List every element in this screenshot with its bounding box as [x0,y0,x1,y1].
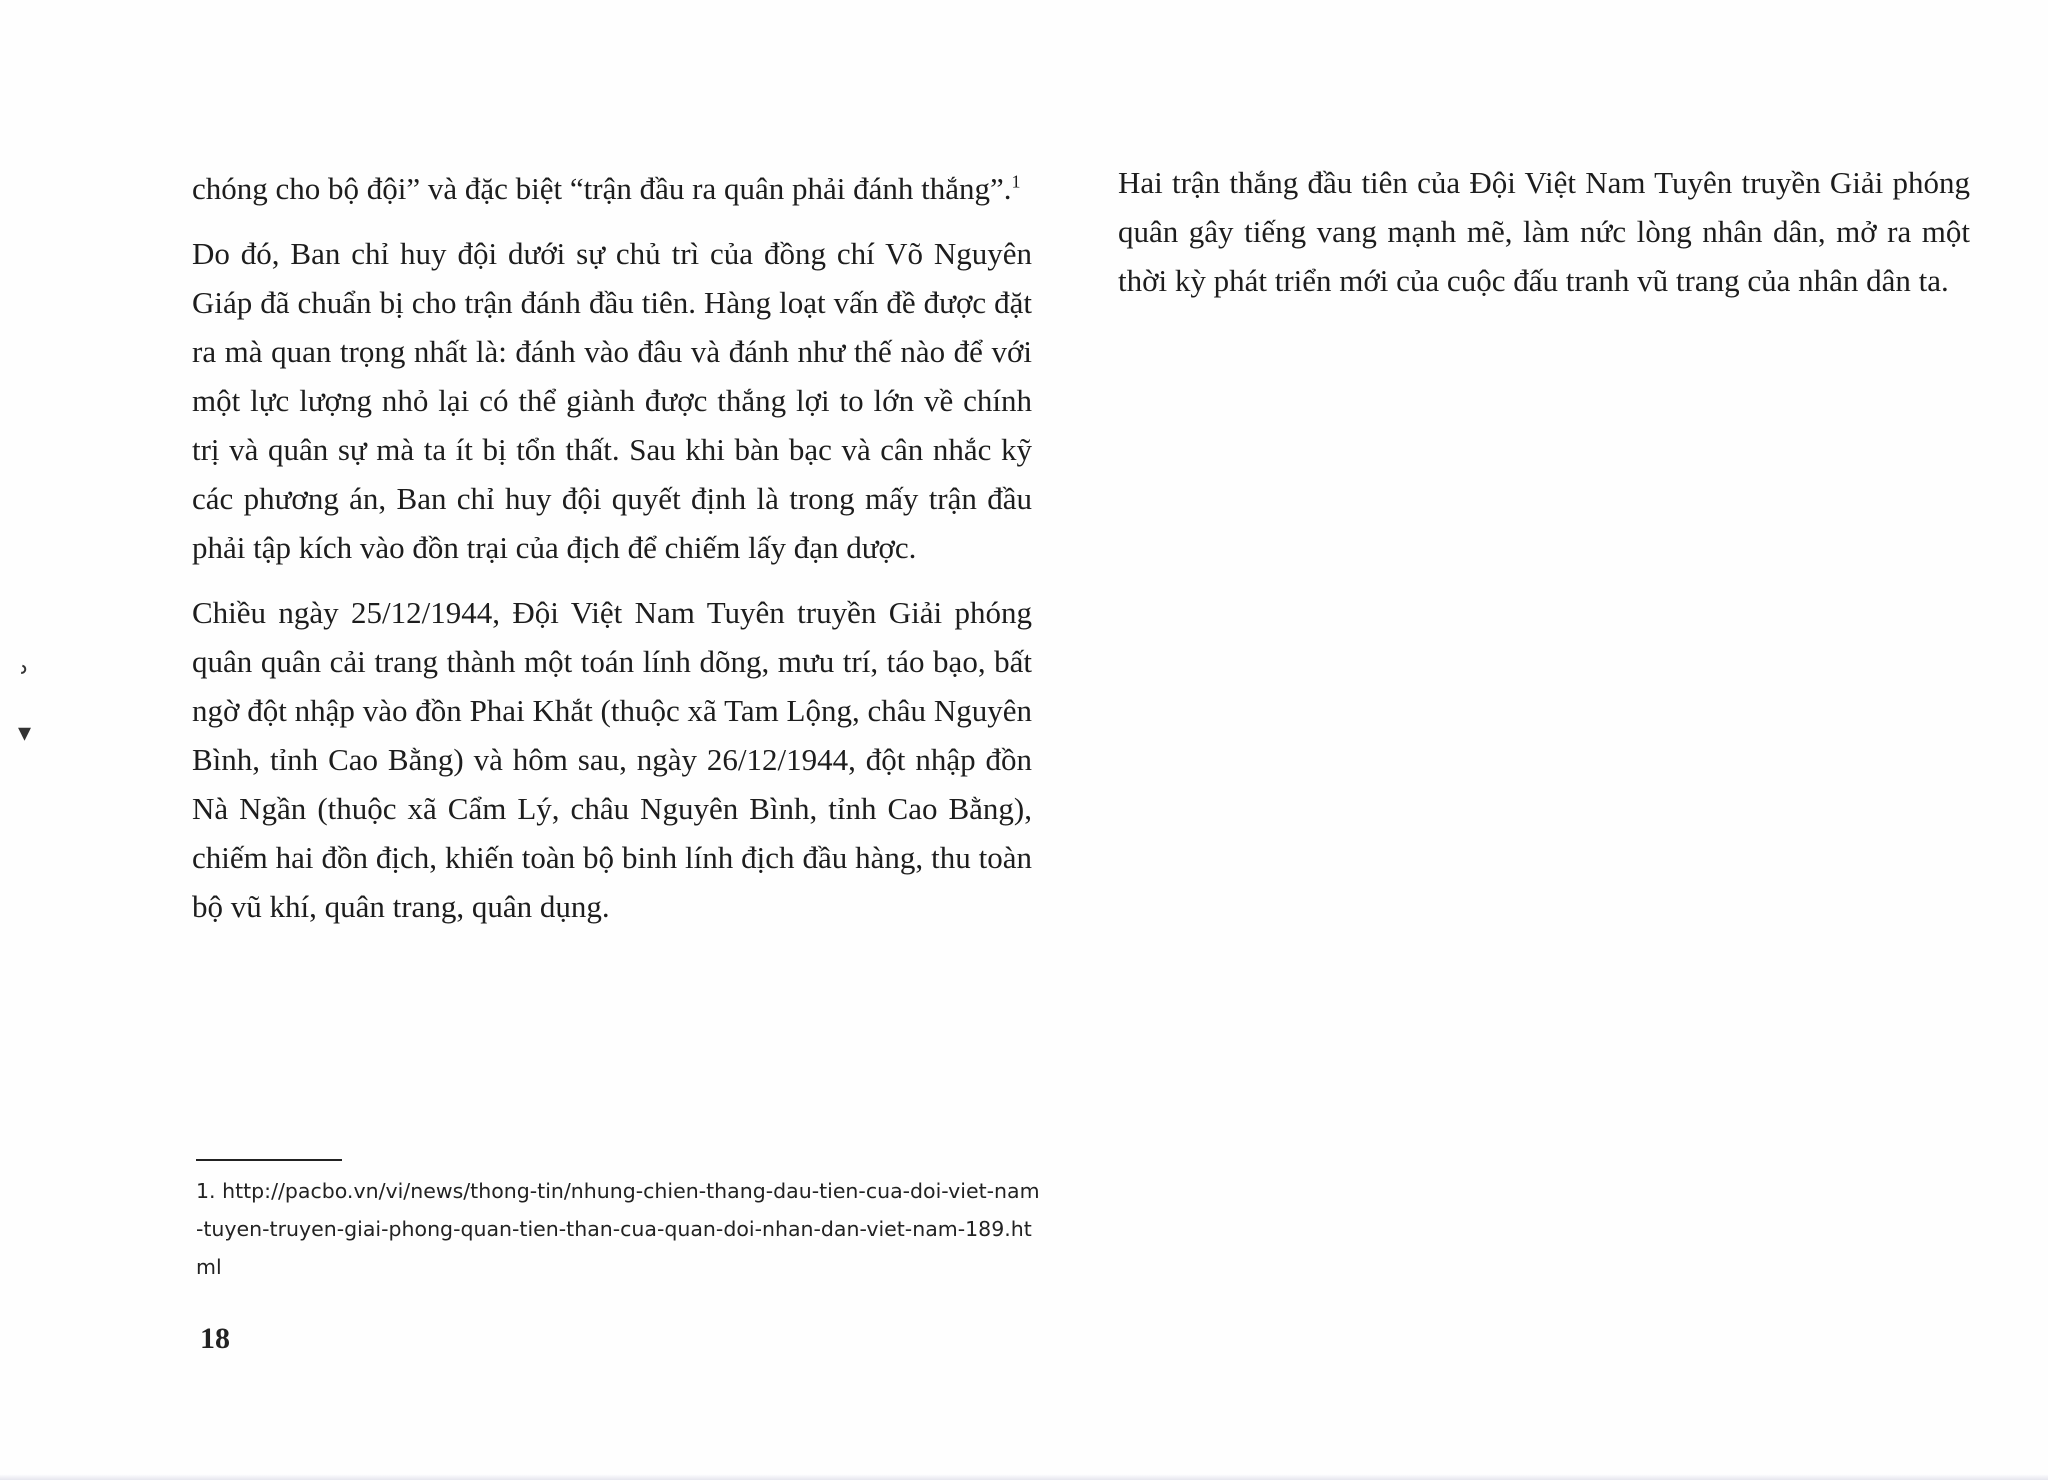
footnote-number: 1. [196,1179,216,1203]
margin-pen-mark: ʾ [14,659,32,701]
margin-arrow-mark: ▾ [18,718,32,748]
footnote-reference: 1 [1011,171,1021,192]
footnote-divider [196,1159,342,1161]
paragraph: Hai trận thắng đầu tiên của Đội Việt Nam Tuyên truyền Giải phóng quân gây tiếng vang mạnh mẽ, làm nức lòng nhân dân, mở ra một thời kỳ phát triển mới của cuộc đấu tranh vũ trang của nhân dân ta. [1118,165,1970,298]
page-bottom-edge [0,1474,2048,1480]
footnote [196,1172,1046,1286]
paragraph-continuation [192,164,1032,213]
paragraph: Do đó, Ban chỉ huy đội dưới sự chủ trì của đồng chí Võ Nguyên Giáp đã chuẩn bị cho trận đánh đầu tiên. Hàng loạt vấn đề được đặt ra mà quan trọng nhất là: đánh vào đâu và đánh như thế nào để với một lực lượng nhỏ lại có thể giành được thắng lợi to lớn về chính trị và quân sự mà ta ít bị tổn thất. Sau khi bàn bạc và cân nhắc kỹ các phương án, Ban chỉ huy đội quyết định là trong mấy trận đầu phải tập kích vào đồn trại của địch để chiếm lấy đạn dược. [192,236,1032,565]
paragraph-text: chóng cho bộ đội” và đặc biệt “trận đầu ra quân phải đánh thắng”. [192,171,1012,206]
left-text-column [192,164,1032,947]
paragraph: Chiều ngày 25/12/1944, Đội Việt Nam Tuyên truyền Giải phóng quân quân cải trang thành một toán lính dõng, mưu trí, táo bạo, bất ngờ đột nhập vào đồn Phai Khắt (thuộc xã Tam Lộng, châu Nguyên Bình, tỉnh Cao Bằng) và hôm sau, ngày 26/12/1944, đột nhập đồn Nà Ngần (thuộc xã Cẩm Lý, châu Nguyên Bình, tỉnh Cao Bằng), chiếm hai đồn địch, khiến toàn bộ binh lính địch đầu hàng, thu toàn bộ vũ khí, quân trang, quân dụng. [192,595,1032,924]
page-number: 18 [200,1322,230,1355]
footnote-url: http://pacbo.vn/vi/news/thong-tin/nhung-chien-thang-dau-tien-cua-doi-viet-nam-tuyen-truyen-giai-phong-quan-tien-than-cua-quan-doi-nhan-dan-viet-nam-189.html [196,1179,1040,1279]
right-text-column [1118,158,1970,321]
